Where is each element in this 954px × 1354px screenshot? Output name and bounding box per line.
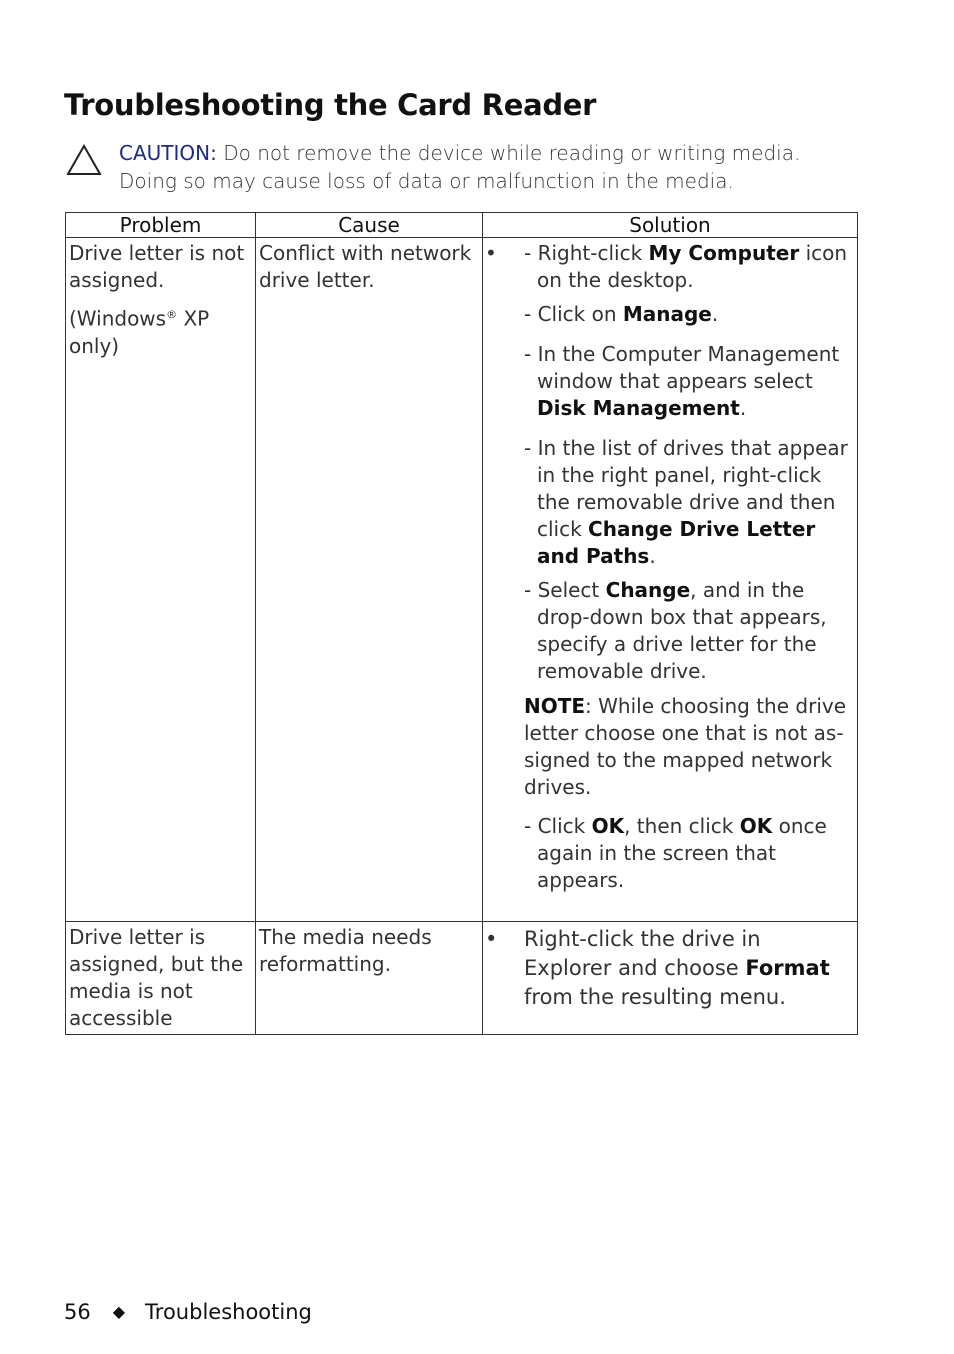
solution-step: - Right-click My Computer icon on the desktop. [524,241,848,292]
cause-text: The media needs reformatting. [259,925,432,976]
solution-step: - Click OK, then click OK once again in the screen that appears. [524,814,827,892]
header-problem: Problem [66,213,256,238]
caution-message [119,139,879,195]
solution-step: - In the list of drives that appear in the right panel, right-click the removable drive and then click Change Drive Letter and Paths. [524,436,848,568]
problem-text: Drive letter is not assigned. [69,241,245,292]
caution-line-1: Do not remove the device while reading or writing media. [223,141,801,165]
registered-mark: ® [166,308,178,321]
page-number: 56 [64,1300,91,1324]
bullet: • [485,927,498,951]
footer-section-title: Troubleshooting [145,1300,312,1324]
header-cause: Cause [256,213,483,238]
bullet: • [485,241,497,265]
solution-cell [483,922,858,1035]
problem-cell [66,922,256,1035]
table-header-row [66,213,858,238]
solution-step: Right-click the drive in Explorer and choose Format from the resulting menu. [524,927,830,1009]
problem-note-post: XP only) [69,306,210,358]
solution-step: - Select Change, and in the drop-down box that appears, specify a drive letter for the removable drive. [524,578,827,683]
cause-cell [256,922,483,1035]
solution-step: - Click on Manage. [524,302,719,326]
warning-triangle-icon [66,144,102,176]
diamond-separator-icon: ◆ [112,1302,126,1321]
troubleshooting-table [65,212,858,1035]
solution-cell [483,238,858,922]
problem-text: Drive letter is assigned, but the media is not accessible [69,925,244,1030]
header-solution: Solution [483,213,858,238]
solution-list [485,240,854,894]
problem-note-pre: (Windows [69,306,167,331]
page-footer [64,1300,312,1324]
cause-cell [256,238,483,922]
solution-note: NOTE: While choosing the drive letter choose one that is not assigned to the mapped network drives. [524,694,847,799]
caution-label: CAUTION: [119,141,217,165]
table-row [66,922,858,1035]
table-row [66,238,858,922]
page-title: Troubleshooting the Card Reader [64,88,597,122]
problem-note [69,301,252,360]
solution-step: - In the Computer Management window that appears select Disk Management. [524,342,840,420]
cause-text: Conflict with network drive letter. [259,241,472,292]
caution-line-2: Doing so may cause loss of data or malfunction in the media. [119,169,734,193]
solution-list [485,925,854,1012]
problem-cell [66,238,256,922]
